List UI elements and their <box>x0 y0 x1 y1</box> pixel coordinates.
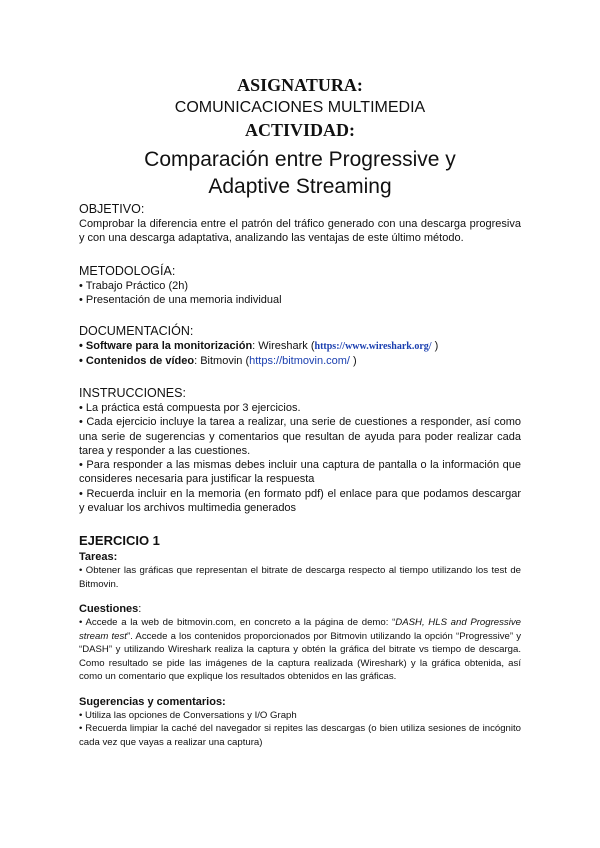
cuestiones-colon: : <box>138 603 142 615</box>
list-item: • Recuerda incluir en la memoria (en formato pdf) el enlace para que podamos descargar y evaluar los archivos multimedia generados <box>79 487 521 515</box>
cuestiones-part-2: ”. Accede a los contenidos proporcionados por Bitmovin utilizando la opción “Progressive” y “DASH” y utilizando Wireshark realiza la captura y obtén la gráfica del bitrate vs tiempo de descarga. Como resultado se pide las imágenes de la captura realizada (Wireshark) y la gráfica obtenida, así como un comentario que explique los resultados obtenidos en las gráficas. <box>79 630 521 682</box>
ejercicio-heading: EJERCICIO 1 <box>79 533 160 548</box>
course-name: COMUNICACIONES MULTIMEDIA <box>174 99 426 116</box>
section-metodologia <box>79 263 521 308</box>
instrucciones-heading: INSTRUCCIONES: <box>79 386 186 400</box>
software-value: : Wireshark ( <box>252 340 315 352</box>
video-line <box>79 354 521 368</box>
section-ejercicio-1 <box>79 533 521 749</box>
wireshark-link[interactable]: https://www.wireshark.org/ <box>314 341 432 352</box>
cuestiones-heading-text: Cuestiones <box>79 603 139 615</box>
video-close: ) <box>349 355 357 368</box>
list-item: • La práctica está compuesta por 3 ejercicios. <box>79 402 301 414</box>
list-item: • Presentación de una memoria individual <box>79 294 282 307</box>
section-instrucciones <box>79 385 521 515</box>
objetivo-text: Comprobar la diferencia entre el patrón del tráfico generado con una descarga progresiva y con una descarga adaptativa, analizando las ventajas de este último método. <box>79 218 521 245</box>
asignatura-label: ASIGNATURA: <box>237 75 363 95</box>
section-objetivo <box>79 201 521 246</box>
title-line-1: Comparación entre Progressive y <box>144 148 456 171</box>
section-documentacion <box>79 323 521 369</box>
cuestiones-heading <box>79 602 521 616</box>
list-item: • Recuerda limpiar la caché del navegador si repites las descargas (o bien utiliza sesiones de incógnito cada vez que vayas a realizar una captura) <box>79 723 521 748</box>
actividad-label: ACTIVIDAD: <box>244 120 355 140</box>
list-item: • Trabajo Práctico (2h) <box>79 280 189 292</box>
software-label: • Software para la monitorización <box>79 340 253 352</box>
list-item: • Cada ejercicio incluye la tarea a realizar, una serie de cuestiones a responder, así como una serie de sugerencias y comentarios que resultan de ayuda para poder realizar cada tarea y responder a las cuestiones. <box>79 416 521 457</box>
software-close: ) <box>431 340 439 352</box>
list-item: • Utiliza las opciones de Conversations y I/O Graph <box>79 709 297 721</box>
bitmovin-link[interactable]: https://bitmovin.com/ <box>249 355 350 368</box>
cuestiones-part-1: • Accede a la web de bitmovin.com, en concreto a la página de demo: “ <box>79 617 396 628</box>
metodologia-heading: METODOLOGÍA: <box>79 264 176 278</box>
tareas-text: • Obtener las gráficas que representan el bitrate de descarga respecto al tiempo utilizando los test de Bitmovin. <box>79 565 521 590</box>
title-line-2: Adaptive Streaming <box>208 175 392 198</box>
video-label: • Contenidos de vídeo <box>79 355 195 368</box>
video-value: : Bitmovin ( <box>194 355 250 368</box>
cuestiones-italic: DASH, HLS and Progressive stream test <box>79 617 521 642</box>
list-item: • Para responder a las mismas debes incluir una captura de pantalla o la información que consideres necesaria para justificar la respuesta <box>79 459 521 486</box>
sugerencias-heading: Sugerencias y comentarios: <box>79 695 226 708</box>
tareas-heading: Tareas: <box>79 551 118 563</box>
objetivo-heading: OBJETIVO: <box>79 202 145 216</box>
documentacion-heading: DOCUMENTACIÓN: <box>79 324 194 338</box>
software-line <box>79 339 521 354</box>
cuestiones-text <box>79 616 521 684</box>
